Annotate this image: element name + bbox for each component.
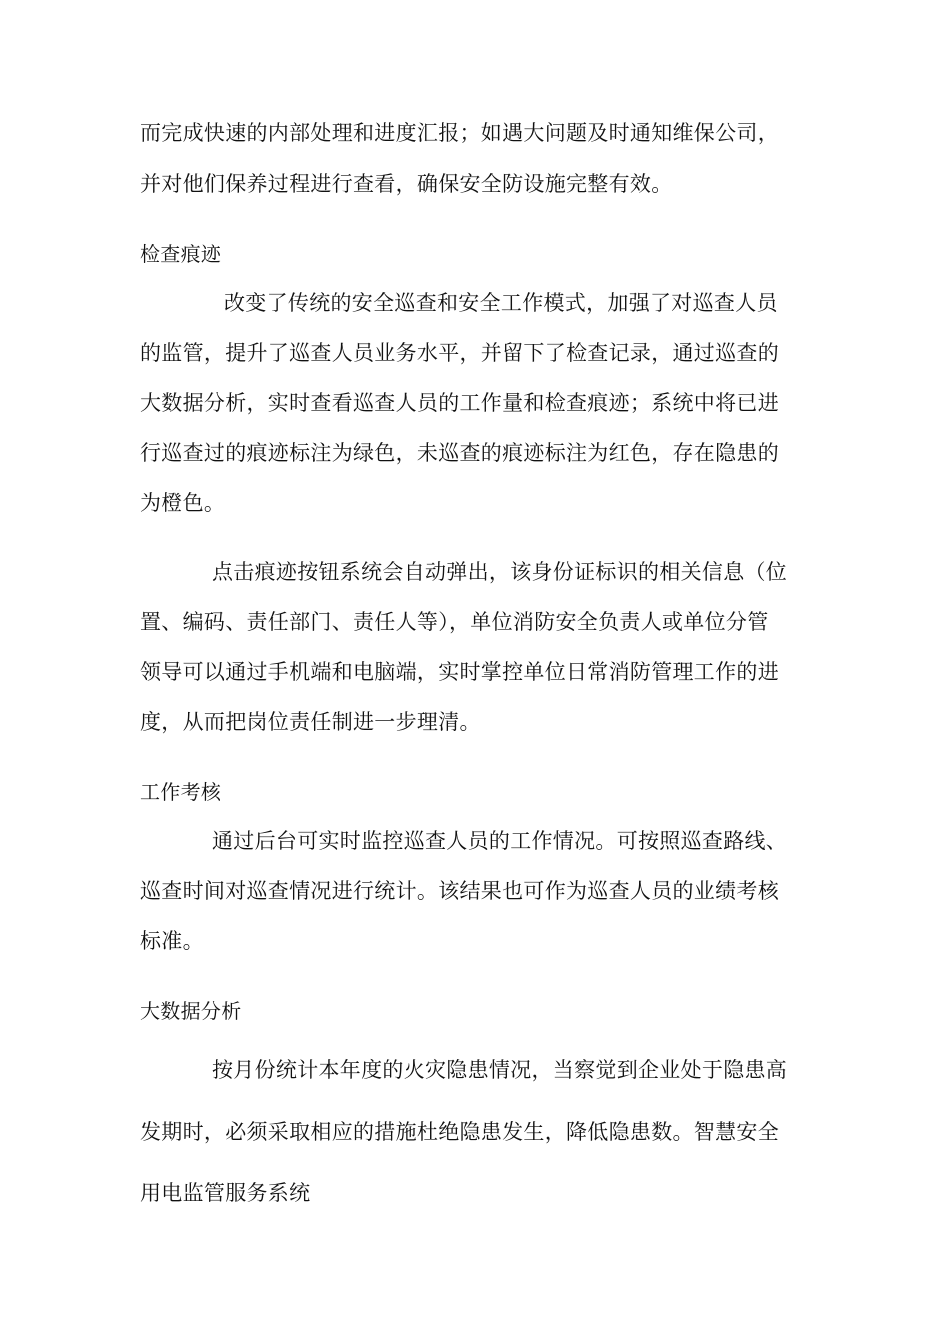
heading-bigdata: 大数据分析 <box>140 999 242 1023</box>
trace-p2-line-3: 领导可以通过手机端和电脑端，实时掌控单位日常消防管理工作的进 <box>140 660 779 684</box>
assessment-line-3: 标准。 <box>140 929 204 953</box>
bigdata-line-1: 按月份统计本年度的火灾隐患情况，当察觉到企业处于隐患高 <box>212 1058 788 1082</box>
trace-p1-line-3: 大数据分析，实时查看巡查人员的工作量和检查痕迹；系统中将已进 <box>140 391 779 415</box>
heading-trace: 检查痕迹 <box>140 242 222 266</box>
bigdata-line-2: 发期时，必须采取相应的措施杜绝隐患发生，降低隐患数。智慧安全 <box>140 1120 779 1144</box>
assessment-line-2: 巡查时间对巡查情况进行统计。该结果也可作为巡查人员的业绩考核 <box>140 879 779 903</box>
continuation-line-1: 而完成快速的内部处理和进度汇报；如遇大问题及时通知维保公司， <box>140 121 779 145</box>
trace-p2-line-2: 置、编码、责任部门、责任人等），单位消防安全负责人或单位分管 <box>140 610 769 634</box>
trace-p1-line-4: 行巡查过的痕迹标注为绿色，未巡查的痕迹标注为红色，存在隐患的 <box>140 441 779 465</box>
continuation-line-2: 并对他们保养过程进行查看，确保安全防设施完整有效。 <box>140 172 673 196</box>
trace-p1-line-5: 为橙色。 <box>140 491 226 515</box>
heading-assessment: 工作考核 <box>140 780 222 804</box>
assessment-line-1: 通过后台可实时监控巡查人员的工作情况。可按照巡查路线、 <box>212 829 788 853</box>
trace-p2-line-4: 度，从而把岗位责任制进一步理清。 <box>140 710 481 734</box>
trace-p1-line-1: 改变了传统的安全巡查和安全工作模式，加强了对巡查人员 <box>224 291 778 315</box>
trace-p2-line-1: 点击痕迹按钮系统会自动弹出，该身份证标识的相关信息（位 <box>212 560 788 584</box>
bigdata-line-3: 用电监管服务系统 <box>140 1181 311 1205</box>
trace-p1-line-2: 的监管，提升了巡查人员业务水平，并留下了检查记录，通过巡查的 <box>140 341 779 365</box>
